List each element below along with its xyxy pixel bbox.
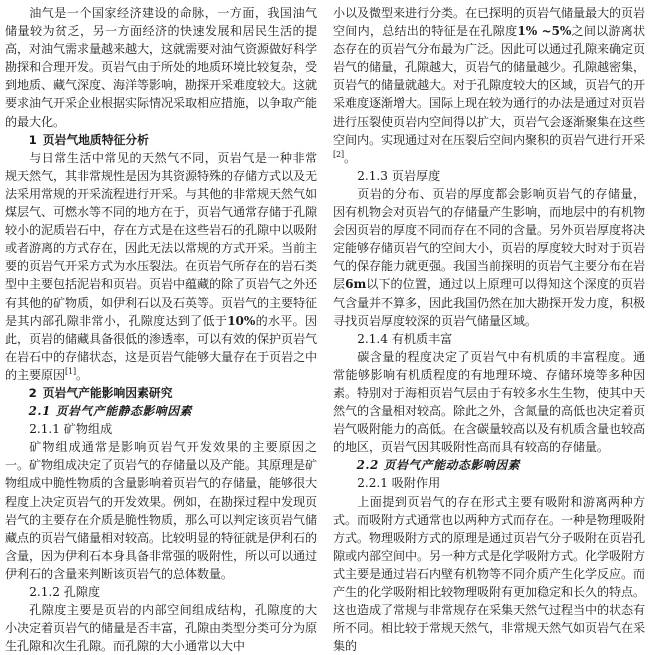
- reference-1: [1]: [64, 366, 77, 376]
- section-2-1-2-heading: 2.1.2 孔隙度: [29, 585, 101, 599]
- section-2-heading: [5, 384, 317, 402]
- section-2-1-4-paragraph: 碳含量的程度决定了页岩气中有机质的丰富程度。通常能够影响有机质程度的有地理环境、存储环境等多种因素。特别对于海相页岩气层由于有较多水生生物，使其中天然气的含量相对较高。除此之外，含氮量的高低也决定着页岩气吸附能力的高低。在含碳量较高以及有机质含量也较高的地区，页岩气因其吸附性高而具有较高的存储量。: [333, 349, 645, 455]
- continuation-text-b: 之间以游离状态存在的页岩气分布最为广泛。因此可以通过孔隙来确定页岩气的储量，孔隙越大，页岩气的储量越少。孔隙越密集，页岩气的储量就越大。对于孔隙度较大的区域，页岩气的开采难度逐渐增大。国际上现在较为通行的办法是通过对页岩进行压裂使页岩内空间得以扩大，页岩气会逐渐聚集在这些空间内。实现通过对在压裂后空间内聚积的页岩气进行开采: [333, 24, 645, 147]
- right-column: [333, 4, 645, 655]
- section-1-title: 页岩气地质特征分析: [42, 132, 149, 147]
- continuation-text-a: 小以及微型来进行分类。在已探明的页岩气储量最大的页岩空间内，总结出的特征是在孔隙度: [333, 6, 645, 39]
- section-2-1-heading: 2.1 页岩气产能静态影响因素: [28, 404, 192, 419]
- section-1-text-end: 。: [76, 367, 89, 382]
- reference-2: [2]: [333, 149, 345, 159]
- section-2-1-3-text-b: 以下的位置，通过以上原理可以得知这个深度的页岩气含量并不算多，因此我国仍然在加大勘探开发力度，积极寻找页岩厚度较深的页岩气储量区域。: [333, 277, 645, 328]
- section-2-1-1-heading: 2.1.1 矿物组成: [29, 422, 113, 437]
- section-2-1-1-paragraph: 矿物组成通常是影响页岩气开发效果的主要原因之一。矿物组成决定了页岩气的存储量以及产能。其原理是矿物组成中脆性物质的含量影响着页岩气的存储量，能够很大程度上决定页岩气的开发效果。例如，在勘探过程中发现页岩气的主要存在介质是脆性物质，那么可以判定该页岩气储藏点的页岩气储量相对较高。比较明显的特征就是伊利石的含量，因为伊利石本身具备非常强的吸附性，所以可以通过伊利石的含量来判断该页岩气的总体数量。: [5, 440, 317, 581]
- section-2-number: 2: [28, 385, 37, 400]
- section-2-2-1-paragraph: 上面提到页岩气的存在形式主要有吸附和游离两种方式。而吸附方式通常也以两种方式而存在。一种是物理吸附方式。物理吸附方式的原理是通过页岩气分子吸附在页岩孔隙或内部空间中。另一种方式是化学吸附方式。化学吸附方式主要是通过岩石内壁有机物等不同介质产生化学反应。而产生的化学吸附相比较物理吸附有更加稳定和长久的特点。这也造成了常规与非常规存在采集天然气过程当中的状态有所不同。相比较于常规天然气，非常规天然气如页岩气在采集的: [333, 494, 645, 654]
- section-1-text-a: 与日常生活中常见的天然气不同，页岩气是一种非常规天然气，其非常规性是因为其资源特殊的存储方式以及无法采用常规的开采流程进行开采。与其他的非常规天然气如煤层气、可燃水等不同的地方在于，页岩气通常存储于孔隙较小的泥质岩石中，存在方式是在这些岩石的孔隙中以吸附或者游离的方式存在，因此无法以常规的方式开采。当前主要的页岩气开采方式为水压裂法。在页岩气所存在的岩石类型中主要包括泥岩和页岩。页岩中蕴藏的除了页岩气之外还有其他的矿物质，如伊利石以及石英等。页岩气的主要特征是其内部孔隙非常小，孔隙度达到了低于: [5, 150, 317, 328]
- left-column: [5, 4, 317, 655]
- section-2-1-3-heading: 2.1.3 页岩厚度: [357, 168, 441, 183]
- porosity-range: 1% ~5%: [517, 24, 572, 39]
- section-2-2-1-heading: 2.2.1 吸附作用: [357, 476, 441, 491]
- section-1-paragraph: [5, 149, 317, 384]
- continuation-text-end: 。: [344, 150, 357, 165]
- section-2-1-3-paragraph: [333, 185, 645, 330]
- intro-paragraph: 油气是一个国家经济建设的命脉，一方面，我国油气储量较为贫乏，另一方面经济的快速发展和居民生活的提高，对油气需求量越来越大，这就需要对油气资源做好科学勘探和合理开发。页岩气由于所处的地质环境比较复杂，受到地质、藏气深度、海洋等影响，勘探开采难度较大。这就要求油气开采企业根据实际情况采取相应措施，以争取产能的最大化。: [5, 6, 317, 129]
- section-1-text-b: 的水平。因此，页岩的储藏具备很低的渗透率，可以有效的保护页岩气在岩石中的存储状态，这是页岩气能够大量存在于页岩之中的主要原因: [5, 313, 317, 382]
- section-2-2-heading: 2.2 页岩气产能动态影响因素: [356, 458, 520, 473]
- depth-value: 6m: [345, 277, 367, 292]
- section-2-title: 页岩气产能影响因素研究: [42, 385, 173, 400]
- section-1-heading: [5, 131, 317, 149]
- section-1-number: 1: [28, 132, 37, 147]
- section-2-1-3-text-a: 页岩的分布、页岩的厚度都会影响页岩气的存储量，因有机物会对页岩气的存储量产生影响，而地层中的有机物会因页岩的厚度不同而存在不同的含量。另外页岩厚度将决定能够存储页岩气的空间大小，页岩的厚度较大时对于页岩气的保存能力就更强。我国当前探明的页岩气主要分布在岩层: [333, 186, 645, 292]
- porosity-percent: 10%: [227, 313, 256, 328]
- section-2-1-2-continuation: [333, 4, 645, 167]
- section-2-1-4-heading: 2.1.4 有机质丰富: [357, 331, 453, 346]
- section-2-1-2-paragraph: 孔隙度主要是页岩的内部空间组成结构，孔隙度的大小决定着页岩气的储量是否丰富，孔隙由类型分类可分为原生孔隙和次生孔隙。而孔隙的大小通常以大中: [5, 603, 317, 654]
